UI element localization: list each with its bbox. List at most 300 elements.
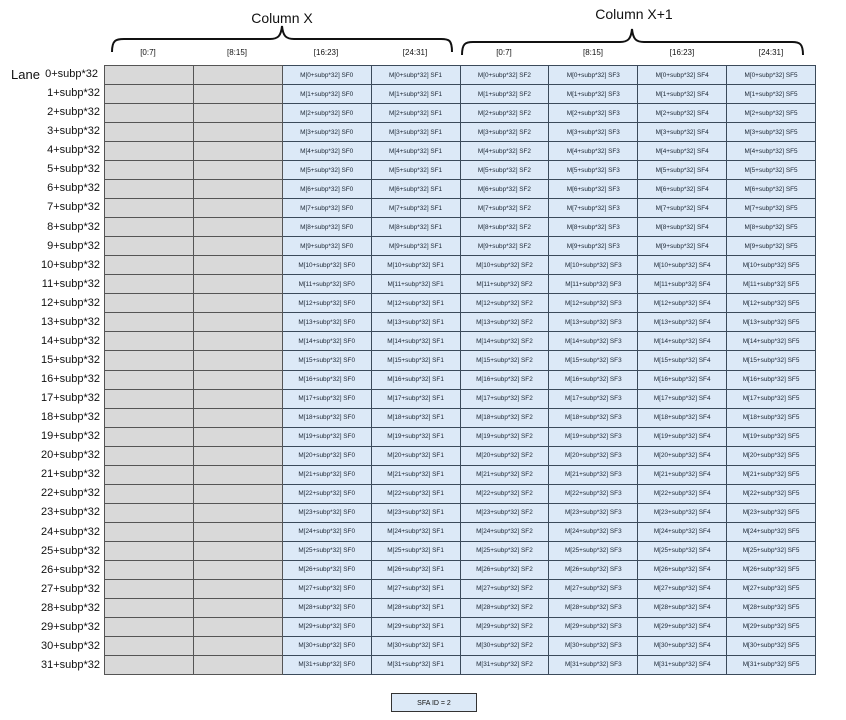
lane-label: 17+subp*32 bbox=[40, 392, 100, 405]
scale-factor-cell: M[28+subp*32] SF2 bbox=[460, 598, 549, 617]
scale-factor-cell: M[8+subp*32] SF1 bbox=[371, 218, 460, 237]
empty-cell bbox=[105, 465, 194, 484]
table-row bbox=[105, 161, 816, 180]
scale-factor-cell: M[15+subp*32] SF0 bbox=[282, 351, 371, 370]
lane-label: 11+subp*32 bbox=[41, 277, 100, 290]
scale-factor-cell: M[17+subp*32] SF2 bbox=[460, 389, 549, 408]
scale-factor-cell: M[20+subp*32] SF0 bbox=[282, 446, 371, 465]
empty-cell bbox=[193, 560, 282, 579]
scale-factor-cell: M[3+subp*32] SF0 bbox=[282, 123, 371, 142]
scale-factor-cell: M[10+subp*32] SF4 bbox=[638, 256, 727, 275]
empty-cell bbox=[193, 180, 282, 199]
scale-factor-cell: M[15+subp*32] SF4 bbox=[638, 351, 727, 370]
scale-factor-cell: M[25+subp*32] SF4 bbox=[638, 541, 727, 560]
table-row bbox=[105, 370, 816, 389]
scale-factor-cell: M[19+subp*32] SF4 bbox=[638, 427, 727, 446]
table-row bbox=[105, 180, 816, 199]
empty-cell bbox=[105, 579, 194, 598]
table-row bbox=[105, 427, 816, 446]
scale-factor-cell: M[18+subp*32] SF1 bbox=[371, 408, 460, 427]
table-row bbox=[105, 85, 816, 104]
lane-label: 12+subp*32 bbox=[40, 296, 100, 309]
lane-label: 5+subp*32 bbox=[47, 163, 100, 176]
scale-factor-cell: M[22+subp*32] SF4 bbox=[638, 484, 727, 503]
scale-factor-cell: M[29+subp*32] SF3 bbox=[549, 617, 638, 636]
empty-cell bbox=[105, 218, 194, 237]
scale-factor-cell: M[25+subp*32] SF3 bbox=[549, 541, 638, 560]
bit-header-x1-3: [24:31] bbox=[758, 48, 784, 57]
scale-factor-cell: M[16+subp*32] SF1 bbox=[371, 370, 460, 389]
scale-factor-cell: M[7+subp*32] SF2 bbox=[460, 199, 549, 218]
scale-factor-cell: M[24+subp*32] SF2 bbox=[460, 522, 549, 541]
scale-factor-cell: M[1+subp*32] SF1 bbox=[371, 85, 460, 104]
scale-factor-cell: M[11+subp*32] SF3 bbox=[549, 275, 638, 294]
scale-factor-cell: M[8+subp*32] SF3 bbox=[549, 218, 638, 237]
scale-factor-cell: M[19+subp*32] SF2 bbox=[460, 427, 549, 446]
empty-cell bbox=[193, 370, 282, 389]
empty-cell bbox=[105, 408, 194, 427]
scale-factor-cell: M[12+subp*32] SF4 bbox=[638, 294, 727, 313]
scale-factor-cell: M[10+subp*32] SF1 bbox=[371, 256, 460, 275]
table-row bbox=[105, 389, 816, 408]
scale-factor-cell: M[28+subp*32] SF5 bbox=[727, 598, 816, 617]
sfa-id-legend: SFA ID = 2 bbox=[391, 693, 477, 712]
scale-factor-cell: M[5+subp*32] SF1 bbox=[371, 161, 460, 180]
scale-factor-cell: M[20+subp*32] SF5 bbox=[727, 446, 816, 465]
lane-label: 4+subp*32 bbox=[47, 144, 100, 157]
scale-factor-cell: M[10+subp*32] SF0 bbox=[282, 256, 371, 275]
empty-cell bbox=[105, 636, 194, 655]
scale-factor-cell: M[21+subp*32] SF2 bbox=[460, 465, 549, 484]
scale-factor-cell: M[14+subp*32] SF2 bbox=[460, 332, 549, 351]
scale-factor-cell: M[23+subp*32] SF3 bbox=[549, 503, 638, 522]
scale-factor-cell: M[2+subp*32] SF0 bbox=[282, 104, 371, 123]
table-row bbox=[105, 332, 816, 351]
scale-factor-cell: M[19+subp*32] SF5 bbox=[727, 427, 816, 446]
scale-factor-cell: M[21+subp*32] SF1 bbox=[371, 465, 460, 484]
scale-factor-cell: M[24+subp*32] SF0 bbox=[282, 522, 371, 541]
empty-cell bbox=[193, 237, 282, 256]
scale-factor-cell: M[7+subp*32] SF5 bbox=[727, 199, 816, 218]
scale-factor-cell: M[25+subp*32] SF2 bbox=[460, 541, 549, 560]
scale-factor-cell: M[30+subp*32] SF5 bbox=[727, 636, 816, 655]
lane-label: 13+subp*32 bbox=[40, 315, 100, 328]
empty-cell bbox=[105, 332, 194, 351]
empty-cell bbox=[105, 85, 194, 104]
scale-factor-cell: M[15+subp*32] SF1 bbox=[371, 351, 460, 370]
scale-factor-cell: M[24+subp*32] SF5 bbox=[727, 522, 816, 541]
scale-factor-cell: M[1+subp*32] SF0 bbox=[282, 85, 371, 104]
scale-factor-cell: M[0+subp*32] SF3 bbox=[549, 66, 638, 85]
scale-factor-cell: M[19+subp*32] SF3 bbox=[549, 427, 638, 446]
empty-cell bbox=[193, 85, 282, 104]
lane-label: 10+subp*32 bbox=[40, 258, 100, 271]
table-row bbox=[105, 560, 816, 579]
scale-factor-cell: M[6+subp*32] SF4 bbox=[638, 180, 727, 199]
table-row bbox=[105, 256, 816, 275]
empty-cell bbox=[105, 389, 194, 408]
lane-label: 0+subp*32 bbox=[45, 68, 98, 80]
scale-factor-cell: M[27+subp*32] SF5 bbox=[727, 579, 816, 598]
table-row bbox=[105, 446, 816, 465]
lane-label: 7+subp*32 bbox=[47, 201, 100, 214]
lane-label: 14+subp*32 bbox=[40, 334, 100, 347]
scale-factor-cell: M[30+subp*32] SF4 bbox=[638, 636, 727, 655]
empty-cell bbox=[105, 522, 194, 541]
scale-factor-cell: M[12+subp*32] SF3 bbox=[549, 294, 638, 313]
scale-factor-cell: M[30+subp*32] SF1 bbox=[371, 636, 460, 655]
scale-factor-cell: M[24+subp*32] SF1 bbox=[371, 522, 460, 541]
lane-label: 23+subp*32 bbox=[40, 506, 100, 519]
scale-factor-cell: M[28+subp*32] SF3 bbox=[549, 598, 638, 617]
empty-cell bbox=[193, 104, 282, 123]
scale-factor-cell: M[29+subp*32] SF4 bbox=[638, 617, 727, 636]
table-row bbox=[105, 465, 816, 484]
lane-label: 3+subp*32 bbox=[47, 125, 100, 138]
empty-cell bbox=[193, 275, 282, 294]
empty-cell bbox=[105, 142, 194, 161]
table-row bbox=[105, 579, 816, 598]
scale-factor-cell: M[15+subp*32] SF3 bbox=[549, 351, 638, 370]
scale-factor-cell: M[2+subp*32] SF4 bbox=[638, 104, 727, 123]
scale-factor-cell: M[17+subp*32] SF3 bbox=[549, 389, 638, 408]
lane-label: 24+subp*32 bbox=[40, 525, 100, 538]
scale-factor-cell: M[27+subp*32] SF2 bbox=[460, 579, 549, 598]
bit-header-x-3: [24:31] bbox=[402, 48, 428, 57]
empty-cell bbox=[105, 199, 194, 218]
empty-cell bbox=[193, 446, 282, 465]
table-row bbox=[105, 313, 816, 332]
scale-factor-cell: M[9+subp*32] SF3 bbox=[549, 237, 638, 256]
scale-factor-cell: M[26+subp*32] SF5 bbox=[727, 560, 816, 579]
scale-factor-cell: M[22+subp*32] SF1 bbox=[371, 484, 460, 503]
scale-factor-cell: M[18+subp*32] SF4 bbox=[638, 408, 727, 427]
scale-factor-cell: M[31+subp*32] SF3 bbox=[549, 655, 638, 674]
empty-cell bbox=[193, 351, 282, 370]
lane-label: 8+subp*32 bbox=[47, 220, 100, 233]
scale-factor-cell: M[23+subp*32] SF2 bbox=[460, 503, 549, 522]
scale-factor-cell: M[12+subp*32] SF2 bbox=[460, 294, 549, 313]
empty-cell bbox=[105, 541, 194, 560]
scale-factor-cell: M[6+subp*32] SF5 bbox=[727, 180, 816, 199]
bit-header-x1-1: [8:15] bbox=[582, 48, 603, 57]
scale-factor-cell: M[23+subp*32] SF5 bbox=[727, 503, 816, 522]
empty-cell bbox=[193, 66, 282, 85]
empty-cell bbox=[193, 123, 282, 142]
scale-factor-cell: M[26+subp*32] SF1 bbox=[371, 560, 460, 579]
scale-factor-cell: M[4+subp*32] SF1 bbox=[371, 142, 460, 161]
scale-factor-cell: M[20+subp*32] SF1 bbox=[371, 446, 460, 465]
scale-factor-cell: M[9+subp*32] SF5 bbox=[727, 237, 816, 256]
scale-factor-cell: M[31+subp*32] SF2 bbox=[460, 655, 549, 674]
lane-label: 22+subp*32 bbox=[40, 487, 100, 500]
scale-factor-cell: M[22+subp*32] SF0 bbox=[282, 484, 371, 503]
table-row bbox=[105, 408, 816, 427]
empty-cell bbox=[193, 427, 282, 446]
table-row bbox=[105, 218, 816, 237]
scale-factor-cell: M[20+subp*32] SF2 bbox=[460, 446, 549, 465]
scale-factor-cell: M[5+subp*32] SF5 bbox=[727, 161, 816, 180]
empty-cell bbox=[105, 66, 194, 85]
scale-factor-cell: M[17+subp*32] SF1 bbox=[371, 389, 460, 408]
scale-factor-cell: M[1+subp*32] SF5 bbox=[727, 85, 816, 104]
scale-factor-cell: M[13+subp*32] SF5 bbox=[727, 313, 816, 332]
scale-factor-cell: M[4+subp*32] SF3 bbox=[549, 142, 638, 161]
empty-cell bbox=[105, 598, 194, 617]
scale-factor-cell: M[25+subp*32] SF0 bbox=[282, 541, 371, 560]
scale-factor-cell: M[10+subp*32] SF5 bbox=[727, 256, 816, 275]
scale-factor-cell: M[25+subp*32] SF5 bbox=[727, 541, 816, 560]
scale-factor-cell: M[18+subp*32] SF3 bbox=[549, 408, 638, 427]
empty-cell bbox=[193, 655, 282, 674]
scale-factor-cell: M[28+subp*32] SF4 bbox=[638, 598, 727, 617]
table-row bbox=[105, 503, 816, 522]
lane-label: 1+subp*32 bbox=[47, 87, 100, 100]
scale-factor-cell: M[17+subp*32] SF0 bbox=[282, 389, 371, 408]
scale-factor-cell: M[3+subp*32] SF4 bbox=[638, 123, 727, 142]
scale-factor-cell: M[15+subp*32] SF2 bbox=[460, 351, 549, 370]
scale-factor-cell: M[12+subp*32] SF1 bbox=[371, 294, 460, 313]
lane-label: 21+subp*32 bbox=[40, 468, 100, 481]
column-x-title: Column X bbox=[251, 10, 313, 26]
scale-factor-cell: M[9+subp*32] SF0 bbox=[282, 237, 371, 256]
scale-factor-cell: M[6+subp*32] SF2 bbox=[460, 180, 549, 199]
lane-label: 19+subp*32 bbox=[40, 430, 100, 443]
bit-header-x1-0: [0:7] bbox=[496, 48, 512, 57]
empty-cell bbox=[105, 446, 194, 465]
empty-cell bbox=[105, 256, 194, 275]
scale-factor-cell: M[3+subp*32] SF3 bbox=[549, 123, 638, 142]
scale-factor-cell: M[28+subp*32] SF0 bbox=[282, 598, 371, 617]
scale-factor-cell: M[29+subp*32] SF0 bbox=[282, 617, 371, 636]
scale-factor-cell: M[18+subp*32] SF0 bbox=[282, 408, 371, 427]
scale-factor-cell: M[30+subp*32] SF2 bbox=[460, 636, 549, 655]
scale-factor-cell: M[26+subp*32] SF2 bbox=[460, 560, 549, 579]
empty-cell bbox=[105, 370, 194, 389]
table-row bbox=[105, 617, 816, 636]
scale-factor-cell: M[2+subp*32] SF5 bbox=[727, 104, 816, 123]
scale-factor-cell: M[6+subp*32] SF0 bbox=[282, 180, 371, 199]
scale-factor-cell: M[22+subp*32] SF2 bbox=[460, 484, 549, 503]
scale-factor-cell: M[13+subp*32] SF0 bbox=[282, 313, 371, 332]
scale-factor-cell: M[13+subp*32] SF2 bbox=[460, 313, 549, 332]
scale-factor-cell: M[14+subp*32] SF4 bbox=[638, 332, 727, 351]
scale-factor-cell: M[27+subp*32] SF1 bbox=[371, 579, 460, 598]
scale-factor-cell: M[13+subp*32] SF1 bbox=[371, 313, 460, 332]
lane-label: 25+subp*32 bbox=[40, 544, 100, 557]
bit-header-x1-2: [16:23] bbox=[669, 48, 695, 57]
empty-cell bbox=[193, 218, 282, 237]
scale-factor-cell: M[13+subp*32] SF4 bbox=[638, 313, 727, 332]
scale-factor-cell: M[30+subp*32] SF3 bbox=[549, 636, 638, 655]
table-row bbox=[105, 294, 816, 313]
scale-factor-cell: M[21+subp*32] SF4 bbox=[638, 465, 727, 484]
table-row bbox=[105, 142, 816, 161]
scale-factor-cell: M[14+subp*32] SF0 bbox=[282, 332, 371, 351]
empty-cell bbox=[193, 161, 282, 180]
empty-cell bbox=[193, 465, 282, 484]
empty-cell bbox=[105, 655, 194, 674]
empty-cell bbox=[193, 389, 282, 408]
empty-cell bbox=[193, 503, 282, 522]
scale-factor-cell: M[1+subp*32] SF3 bbox=[549, 85, 638, 104]
scale-factor-cell: M[8+subp*32] SF2 bbox=[460, 218, 549, 237]
scale-factor-cell: M[16+subp*32] SF0 bbox=[282, 370, 371, 389]
scale-factor-cell: M[14+subp*32] SF5 bbox=[727, 332, 816, 351]
lane-label: 16+subp*32 bbox=[40, 373, 100, 385]
scale-factor-cell: M[26+subp*32] SF3 bbox=[549, 560, 638, 579]
scale-factor-cell: M[23+subp*32] SF1 bbox=[371, 503, 460, 522]
empty-cell bbox=[105, 161, 194, 180]
scale-factor-cell: M[16+subp*32] SF5 bbox=[727, 370, 816, 389]
scale-factor-cell: M[11+subp*32] SF0 bbox=[282, 275, 371, 294]
table-row bbox=[105, 66, 816, 85]
scale-factor-cell: M[5+subp*32] SF3 bbox=[549, 161, 638, 180]
empty-cell bbox=[105, 560, 194, 579]
scale-factor-cell: M[0+subp*32] SF0 bbox=[282, 66, 371, 85]
table-row bbox=[105, 275, 816, 294]
scale-factor-cell: M[13+subp*32] SF3 bbox=[549, 313, 638, 332]
scale-factor-cell: M[24+subp*32] SF4 bbox=[638, 522, 727, 541]
scale-factor-cell: M[21+subp*32] SF0 bbox=[282, 465, 371, 484]
scale-factor-cell: M[11+subp*32] SF4 bbox=[638, 275, 727, 294]
lane-label: 29+subp*32 bbox=[40, 620, 100, 633]
scale-factor-cell: M[27+subp*32] SF4 bbox=[638, 579, 727, 598]
scale-factor-cell: M[31+subp*32] SF4 bbox=[638, 655, 727, 674]
scale-factor-cell: M[31+subp*32] SF1 bbox=[371, 655, 460, 674]
scale-factor-cell: M[0+subp*32] SF5 bbox=[727, 66, 816, 85]
scale-factor-cell: M[11+subp*32] SF5 bbox=[727, 275, 816, 294]
scale-factor-cell: M[3+subp*32] SF2 bbox=[460, 123, 549, 142]
empty-cell bbox=[105, 123, 194, 142]
table-row bbox=[105, 351, 816, 370]
scale-factor-cell: M[4+subp*32] SF5 bbox=[727, 142, 816, 161]
scale-factor-cell: M[29+subp*32] SF1 bbox=[371, 617, 460, 636]
scale-factor-cell: M[18+subp*32] SF5 bbox=[727, 408, 816, 427]
scale-factor-cell: M[15+subp*32] SF5 bbox=[727, 351, 816, 370]
scale-factor-cell: M[0+subp*32] SF4 bbox=[638, 66, 727, 85]
scale-factor-cell: M[19+subp*32] SF0 bbox=[282, 427, 371, 446]
empty-cell bbox=[193, 541, 282, 560]
scale-factor-cell: M[11+subp*32] SF2 bbox=[460, 275, 549, 294]
empty-cell bbox=[193, 579, 282, 598]
lane-label: 2+subp*32 bbox=[47, 106, 100, 119]
scale-factor-cell: M[10+subp*32] SF2 bbox=[460, 256, 549, 275]
empty-cell bbox=[193, 617, 282, 636]
scale-factor-cell: M[27+subp*32] SF0 bbox=[282, 579, 371, 598]
scale-factor-cell: M[20+subp*32] SF3 bbox=[549, 446, 638, 465]
scale-factor-cell: M[14+subp*32] SF3 bbox=[549, 332, 638, 351]
empty-cell bbox=[193, 484, 282, 503]
scale-factor-cell: M[2+subp*32] SF1 bbox=[371, 104, 460, 123]
table-row bbox=[105, 598, 816, 617]
empty-cell bbox=[193, 332, 282, 351]
bit-header-x-0: [0:7] bbox=[140, 48, 156, 57]
lane-label: 6+subp*32 bbox=[47, 182, 100, 195]
scale-factor-cell: M[26+subp*32] SF0 bbox=[282, 560, 371, 579]
scale-factor-cell: M[0+subp*32] SF1 bbox=[371, 66, 460, 85]
lane-label: 26+subp*32 bbox=[40, 563, 100, 576]
lane-title: Lane bbox=[11, 67, 40, 82]
empty-cell bbox=[193, 408, 282, 427]
scale-factor-cell: M[4+subp*32] SF0 bbox=[282, 142, 371, 161]
scale-factor-cell: M[25+subp*32] SF1 bbox=[371, 541, 460, 560]
scale-factor-cell: M[8+subp*32] SF0 bbox=[282, 218, 371, 237]
scale-factor-cell: M[24+subp*32] SF3 bbox=[549, 522, 638, 541]
lane-label: 20+subp*32 bbox=[40, 449, 100, 462]
scale-factor-cell: M[29+subp*32] SF2 bbox=[460, 617, 549, 636]
table-row bbox=[105, 123, 816, 142]
empty-cell bbox=[193, 142, 282, 161]
scale-factor-cell: M[8+subp*32] SF5 bbox=[727, 218, 816, 237]
scale-factor-cell: M[7+subp*32] SF4 bbox=[638, 199, 727, 218]
empty-cell bbox=[105, 294, 194, 313]
scale-factor-cell: M[22+subp*32] SF3 bbox=[549, 484, 638, 503]
empty-cell bbox=[193, 256, 282, 275]
table-row bbox=[105, 655, 816, 674]
empty-cell bbox=[193, 598, 282, 617]
scale-factor-cell: M[16+subp*32] SF2 bbox=[460, 370, 549, 389]
empty-cell bbox=[193, 636, 282, 655]
scale-factor-cell: M[26+subp*32] SF4 bbox=[638, 560, 727, 579]
scale-factor-cell: M[21+subp*32] SF5 bbox=[727, 465, 816, 484]
scale-factor-cell: M[6+subp*32] SF3 bbox=[549, 180, 638, 199]
scale-factor-cell: M[5+subp*32] SF4 bbox=[638, 161, 727, 180]
table-row bbox=[105, 237, 816, 256]
empty-cell bbox=[105, 104, 194, 123]
scale-factor-cell: M[29+subp*32] SF5 bbox=[727, 617, 816, 636]
scale-factor-cell: M[31+subp*32] SF5 bbox=[727, 655, 816, 674]
scale-factor-cell: M[23+subp*32] SF4 bbox=[638, 503, 727, 522]
scale-factor-cell: M[5+subp*32] SF0 bbox=[282, 161, 371, 180]
empty-cell bbox=[193, 199, 282, 218]
lane-label: 9+subp*32 bbox=[47, 239, 100, 252]
scale-factor-cell: M[5+subp*32] SF2 bbox=[460, 161, 549, 180]
empty-cell bbox=[193, 313, 282, 332]
lane-data-grid bbox=[104, 65, 816, 675]
scale-factor-cell: M[19+subp*32] SF1 bbox=[371, 427, 460, 446]
table-row bbox=[105, 484, 816, 503]
bit-header-x-1: [8:15] bbox=[226, 48, 247, 57]
scale-factor-cell: M[18+subp*32] SF2 bbox=[460, 408, 549, 427]
scale-factor-cell: M[7+subp*32] SF1 bbox=[371, 199, 460, 218]
scale-factor-cell: M[0+subp*32] SF2 bbox=[460, 66, 549, 85]
scale-factor-cell: M[3+subp*32] SF1 bbox=[371, 123, 460, 142]
scale-factor-cell: M[17+subp*32] SF4 bbox=[638, 389, 727, 408]
empty-cell bbox=[105, 503, 194, 522]
scale-factor-cell: M[4+subp*32] SF4 bbox=[638, 142, 727, 161]
scale-factor-cell: M[28+subp*32] SF1 bbox=[371, 598, 460, 617]
bit-header-x-2: [16:23] bbox=[313, 48, 339, 57]
scale-factor-cell: M[22+subp*32] SF5 bbox=[727, 484, 816, 503]
table-row bbox=[105, 104, 816, 123]
table-row bbox=[105, 522, 816, 541]
empty-cell bbox=[105, 351, 194, 370]
empty-cell bbox=[105, 275, 194, 294]
scale-factor-cell: M[1+subp*32] SF2 bbox=[460, 85, 549, 104]
scale-factor-cell: M[3+subp*32] SF5 bbox=[727, 123, 816, 142]
scale-factor-cell: M[7+subp*32] SF0 bbox=[282, 199, 371, 218]
scale-factor-cell: M[1+subp*32] SF4 bbox=[638, 85, 727, 104]
scale-factor-cell: M[27+subp*32] SF3 bbox=[549, 579, 638, 598]
empty-cell bbox=[105, 237, 194, 256]
scale-factor-cell: M[16+subp*32] SF4 bbox=[638, 370, 727, 389]
table-row bbox=[105, 541, 816, 560]
scale-factor-cell: M[12+subp*32] SF0 bbox=[282, 294, 371, 313]
scale-factor-cell: M[7+subp*32] SF3 bbox=[549, 199, 638, 218]
scale-factor-cell: M[2+subp*32] SF2 bbox=[460, 104, 549, 123]
scale-factor-cell: M[10+subp*32] SF3 bbox=[549, 256, 638, 275]
